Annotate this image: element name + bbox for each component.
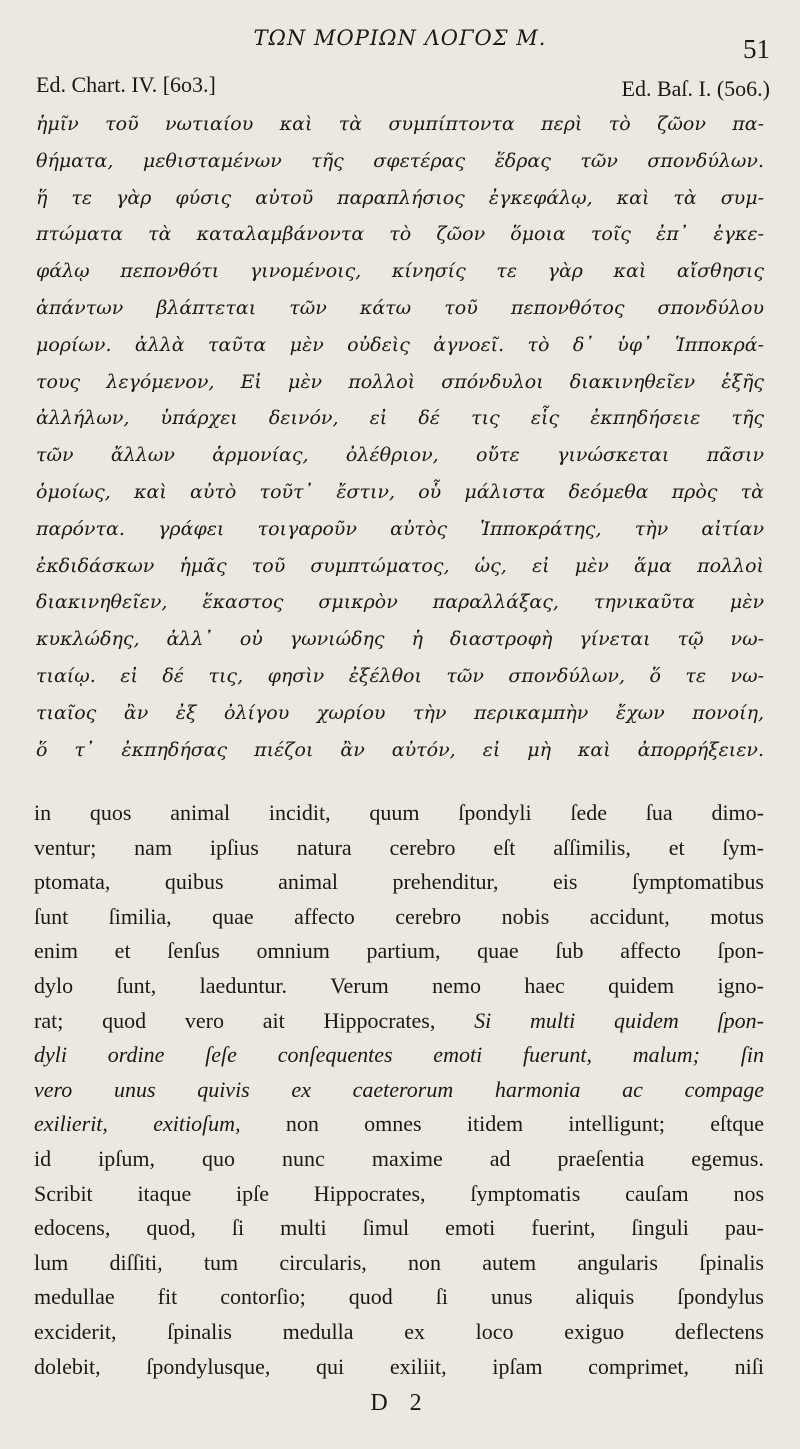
greek-text-line: τιαῖος ἂν ἐξ ὀλίγου χωρίου τὴν περικαμπὴν ἔχων πονοίη, xyxy=(36,701,764,724)
latin-text-segment: dolebit, ſpondylusque, qui exiliit, ipſam comprimet, niſi xyxy=(34,1353,764,1379)
latin-text-segment: enim et ſenſus omnium partium, quae ſub affecto ſpon- xyxy=(34,938,764,964)
latin-text-line xyxy=(34,1177,764,1212)
latin-text-segment: ſunt ſimilia, quae affecto cerebro nobis accidunt, motus xyxy=(34,903,764,929)
greek-text-line: τῶν ἄλλων ἁρμονίας, ὀλέθριον, οὔτε γινώσκεται πᾶσιν xyxy=(36,444,764,467)
latin-translation-block xyxy=(34,796,764,1384)
greek-text-line: διακινηθεῖεν, ἕκαστος σμικρὸν παραλλάξας, τηνικαῦτα μὲν xyxy=(36,591,764,614)
greek-text-line: ἥ τε γὰρ φύσις αὐτοῦ παραπλήσιος ἐγκεφάλῳ, καὶ τὰ συμ- xyxy=(36,186,764,209)
latin-quotation-segment: Si multi quidem ſpon- xyxy=(474,1007,764,1033)
greek-text-line: ὅ τ᾽ ἐκπηδήσας πιέζοι ἂν αὐτόν, εἰ μὴ καὶ ἀπορρήξειεν. xyxy=(36,738,764,761)
greek-text-line: τιαίῳ. εἰ δέ τις, φησὶν ἐξέλθοι τῶν σπονδύλων, ὅ τε νω- xyxy=(36,664,764,687)
latin-text-line xyxy=(34,1073,764,1108)
latin-text-line xyxy=(34,1246,764,1281)
latin-text-segment: Scribit itaque ipſe Hippocrates, ſymptomatis cauſam nos xyxy=(34,1180,764,1206)
latin-text-segment: ventur; nam ipſius natura cerebro eſt aſſimilis, et ſym- xyxy=(34,834,764,860)
latin-text-line xyxy=(34,1350,764,1385)
latin-text-segment: rat; quod vero ait Hippocrates, xyxy=(34,1007,475,1033)
latin-text-segment: id ipſum, quo nunc maxime ad praeſentia egemus. xyxy=(34,1145,764,1171)
greek-text-line: παρόντα. γράφει τοιγαροῦν αὐτὸς Ἱπποκράτης, τὴν αἰτίαν xyxy=(36,517,764,540)
latin-quotation-segment: dyli ordine ſeſe conſequentes emoti fuerunt, malum; ſin xyxy=(34,1042,764,1068)
edition-reference-chartier: Ed. Chart. IV. [6o3.] xyxy=(36,72,216,97)
signature-mark: D 2 xyxy=(370,1390,430,1416)
latin-text-segment: ptomata, quibus animal prehenditur, eis ſymptomatibus xyxy=(34,869,764,895)
latin-text-line xyxy=(34,934,764,969)
running-title: ΤΩΝ ΜΟΡΙΩΝ ΛΟΓΟΣ Μ. xyxy=(253,26,547,50)
page-number: 51 xyxy=(743,34,770,64)
latin-text-segment: non omnes itidem intelligunt; eſtque xyxy=(240,1111,764,1137)
greek-text-line: κυκλώδης, ἀλλ᾽ οὐ γωνιώδης ἡ διαστροφὴ γίνεται τῷ νω- xyxy=(36,628,764,651)
latin-text-line xyxy=(34,831,764,866)
latin-text-segment: exciderit, ſpinalis medulla ex loco exiguo deflectens xyxy=(34,1318,764,1344)
greek-text-line: πτώματα τὰ καταλαμβάνοντα τὸ ζῶον ὅμοια τοῖς ἐπ᾽ ἐγκε- xyxy=(36,223,764,246)
greek-text-line: φάλῳ πεπονθότι γινομένοις, κίνησίς τε γὰρ καὶ αἴσθησις xyxy=(36,260,764,283)
latin-text-line xyxy=(34,1142,764,1177)
greek-text-line: ἡμῖν τοῦ νωτιαίου καὶ τὰ συμπίπτοντα περὶ τὸ ζῶον πα- xyxy=(36,113,764,135)
greek-text-line: τους λεγόμενον, Εἰ μὲν πολλοὶ σπόνδυλοι διακινηθεῖεν ἑξῆς xyxy=(36,370,764,393)
latin-text-line xyxy=(34,1004,764,1039)
greek-text-line: ἁπάντων βλάπτεται τῶν κάτω τοῦ πεπονθότος σπονδύλου xyxy=(36,296,764,319)
greek-text-line: ἐκδιδάσκων ἡμᾶς τοῦ συμπτώματος, ὡς, εἰ μὲν ἅμα πολλοὶ xyxy=(36,554,764,577)
latin-text-segment: medullae fit contorſio; quod ſi unus aliquis ſpondylus xyxy=(34,1284,764,1310)
edition-reference-basel: Ed. Baſ. I. (5o6.) xyxy=(621,76,770,101)
latin-text-segment: in quos animal incidit, quum ſpondyli ſede ſua dimo- xyxy=(34,800,764,825)
latin-text-line xyxy=(34,969,764,1004)
latin-text-line xyxy=(34,796,764,831)
latin-quotation-segment: vero unus quivis ex caeterorum harmonia ac compage xyxy=(34,1076,764,1102)
latin-text-line xyxy=(34,1315,764,1350)
latin-text-line xyxy=(34,1211,764,1246)
latin-text-line xyxy=(34,1280,764,1315)
greek-text-line: θήματα, μεθισταμένων τῆς σφετέρας ἕδρας τῶν σπονδύλων. xyxy=(36,149,764,172)
greek-text-block xyxy=(36,106,764,768)
latin-text-line xyxy=(34,900,764,935)
greek-text-line: ἀλλήλων, ὑπάρχει δεινόν, εἰ δέ τις εἷς ἐκπηδήσειε τῆς xyxy=(36,407,764,430)
latin-text-line xyxy=(34,1107,764,1142)
latin-text-segment: lum diſſiti, tum circularis, non autem angularis ſpinalis xyxy=(34,1249,764,1275)
greek-text-line: μορίων. ἀλλὰ ταῦτα μὲν οὐδεὶς ἀγνοεῖ. τὸ δ᾽ ὑφ᾽ Ἱπποκρά- xyxy=(36,333,764,356)
latin-text-segment: edocens, quod, ſi multi ſimul emoti fuerint, ſinguli pau- xyxy=(34,1215,764,1241)
latin-text-line xyxy=(34,1038,764,1073)
latin-text-line xyxy=(34,865,764,900)
latin-text-segment: dylo ſunt, laeduntur. Verum nemo haec quidem igno- xyxy=(34,972,764,998)
greek-text-line: ὁμοίως, καὶ αὐτὸ τοῦτ᾽ ἔστιν, οὗ μάλιστα δεόμεθα πρὸς τὰ xyxy=(36,480,764,503)
latin-quotation-segment: exilierit, exitioſum, xyxy=(34,1111,241,1137)
